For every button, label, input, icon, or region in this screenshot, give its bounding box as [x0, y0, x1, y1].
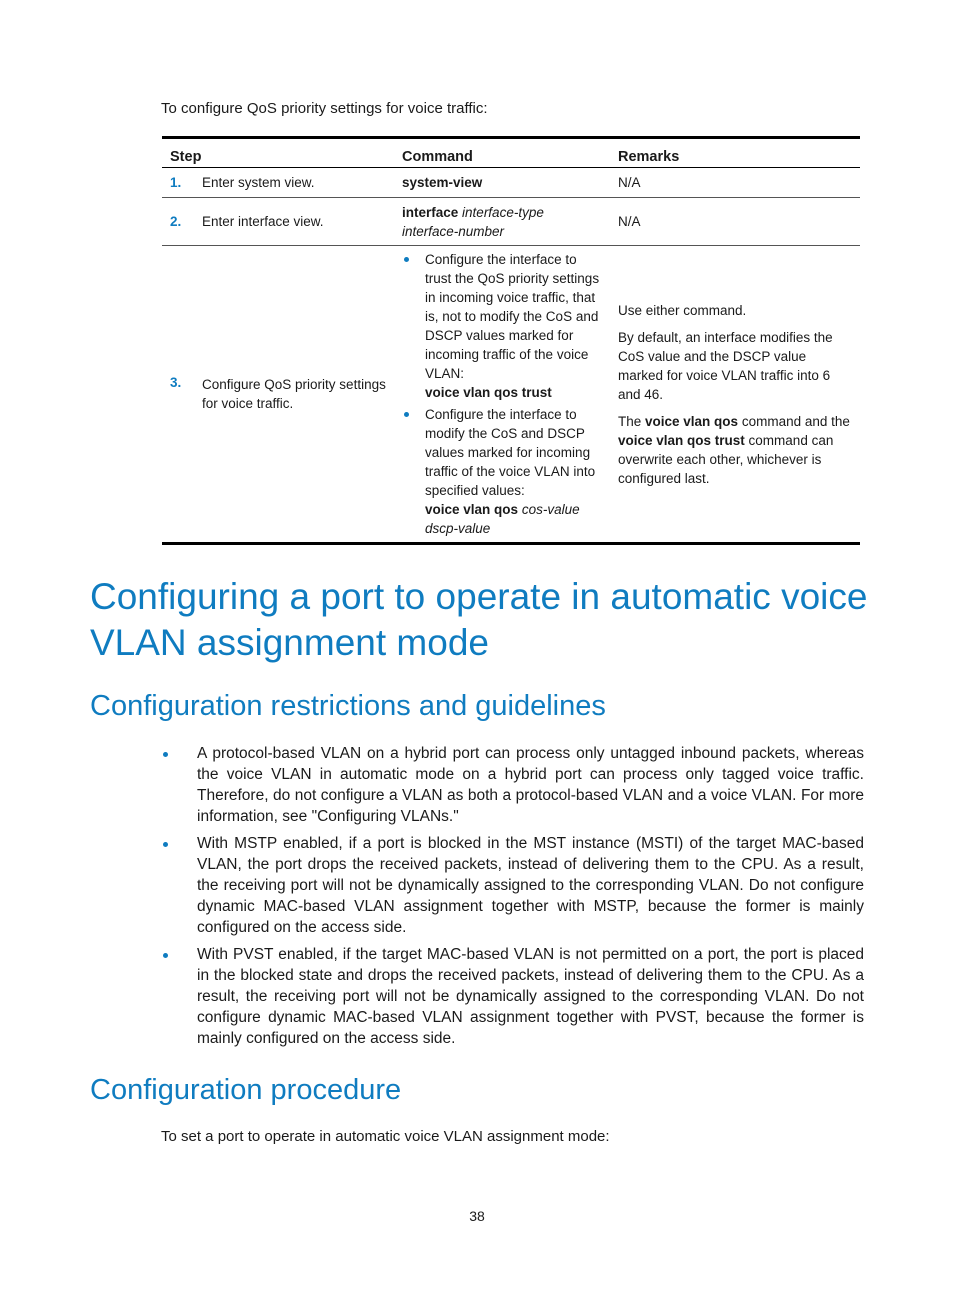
remarks-cell [610, 246, 860, 544]
remarks-command: voice vlan qos trust [618, 432, 745, 448]
step-text: Configure QoS priority settings for voice traffic. [202, 377, 386, 411]
table-row [162, 198, 860, 246]
remarks-fragment: command can overwrite each other, whichever is configured last. [618, 432, 834, 486]
command-options [402, 250, 602, 538]
guidelines-list [161, 743, 864, 1055]
list-item: With MSTP enabled, if a port is blocked in the MST instance (MSTI) of the target MAC-based VLAN, the port drops the received packets, instead of delivering them to the CPU. As a result, the receiving port will not be dynamically assigned to the corresponding VLAN. Do not configure dynamic MAC-based VLAN assignment together with MSTP, because the former is mainly configured on the access side. [161, 833, 864, 938]
procedure-intro: To set a port to operate in automatic voice VLAN assignment mode: [161, 1128, 610, 1145]
remarks-fragment: command and the [738, 413, 850, 429]
page-number: 38 [469, 1208, 485, 1224]
remarks-para: By default, an interface modifies the CoS value and the DSCP value marked for voice VLAN traffic into 6 and 46. [618, 329, 833, 402]
command-keyword: interface [402, 204, 459, 220]
table-row [162, 168, 860, 198]
subsection-heading-restrictions: Configuration restrictions and guidelines [90, 690, 606, 722]
command-cell [394, 246, 610, 544]
option-text: Configure the interface to trust the QoS priority settings in incoming voice traffic, that is, not to modify the CoS and DSCP values marked for incoming traffic of the voice VLAN: [425, 252, 600, 381]
intro-text: To configure QoS priority settings for voice traffic: [161, 100, 488, 117]
command-text: system-view [402, 175, 483, 190]
list-item [402, 405, 602, 538]
remarks-cell [610, 168, 860, 198]
option-command: voice vlan qos [425, 502, 519, 517]
remarks-text: N/A [618, 175, 641, 190]
remarks-para [618, 412, 852, 488]
table-header-row [162, 138, 860, 168]
list-item: A protocol-based VLAN on a hybrid port can process only untagged inbound packets, whereas the voice VLAN in automatic mode on a hybrid port can process only tagged voice traffic. Therefore, do not configure a VLAN as both a protocol-based VLAN and a voice VLAN. For more information, see "Configuring VLANs." [161, 743, 864, 827]
option-command: voice vlan qos trust [425, 385, 552, 400]
header-command: Command [394, 138, 610, 168]
step-cell [162, 198, 394, 246]
step-cell [162, 168, 394, 198]
header-remarks: Remarks [610, 138, 860, 168]
qos-config-table [162, 136, 860, 545]
step-cell [162, 246, 394, 544]
remarks-cell [610, 198, 860, 246]
step-number: 3. [170, 375, 182, 390]
option-arguments: cos-value dscp-value [425, 502, 580, 536]
subsection-heading-procedure: Configuration procedure [90, 1074, 402, 1106]
header-step: Step [162, 138, 394, 168]
section-heading: Configuring a port to operate in automatic voice VLAN assignment mode [90, 576, 868, 663]
step-number: 1. [170, 175, 182, 190]
option-text: Configure the interface to modify the CoS and DSCP values marked for incoming traffic of the voice VLAN into specified values: [425, 407, 596, 498]
step-number: 2. [170, 214, 182, 229]
remarks-text: N/A [618, 214, 641, 229]
remarks-fragment: The [618, 413, 646, 429]
remarks-para: Use either command. [618, 302, 747, 318]
command-cell [394, 168, 610, 198]
step-text: Enter system view. [202, 175, 315, 190]
command-cell [394, 198, 610, 246]
step-text: Enter interface view. [202, 214, 324, 229]
command-argument: interface-type interface-number [402, 204, 544, 239]
table-row [162, 246, 860, 544]
list-item [402, 250, 602, 402]
list-item: With PVST enabled, if the target MAC-based VLAN is not permitted on a port, the port is placed in the blocked state and drops the received packets, instead of delivering them to the CPU. As a result, the receiving port will not be dynamically assigned to the corresponding VLAN. Do not configure dynamic MAC-based VLAN assignment together with PVST, because the former is mainly configured on the access side. [161, 944, 864, 1049]
remarks-command: voice vlan qos [645, 413, 739, 429]
